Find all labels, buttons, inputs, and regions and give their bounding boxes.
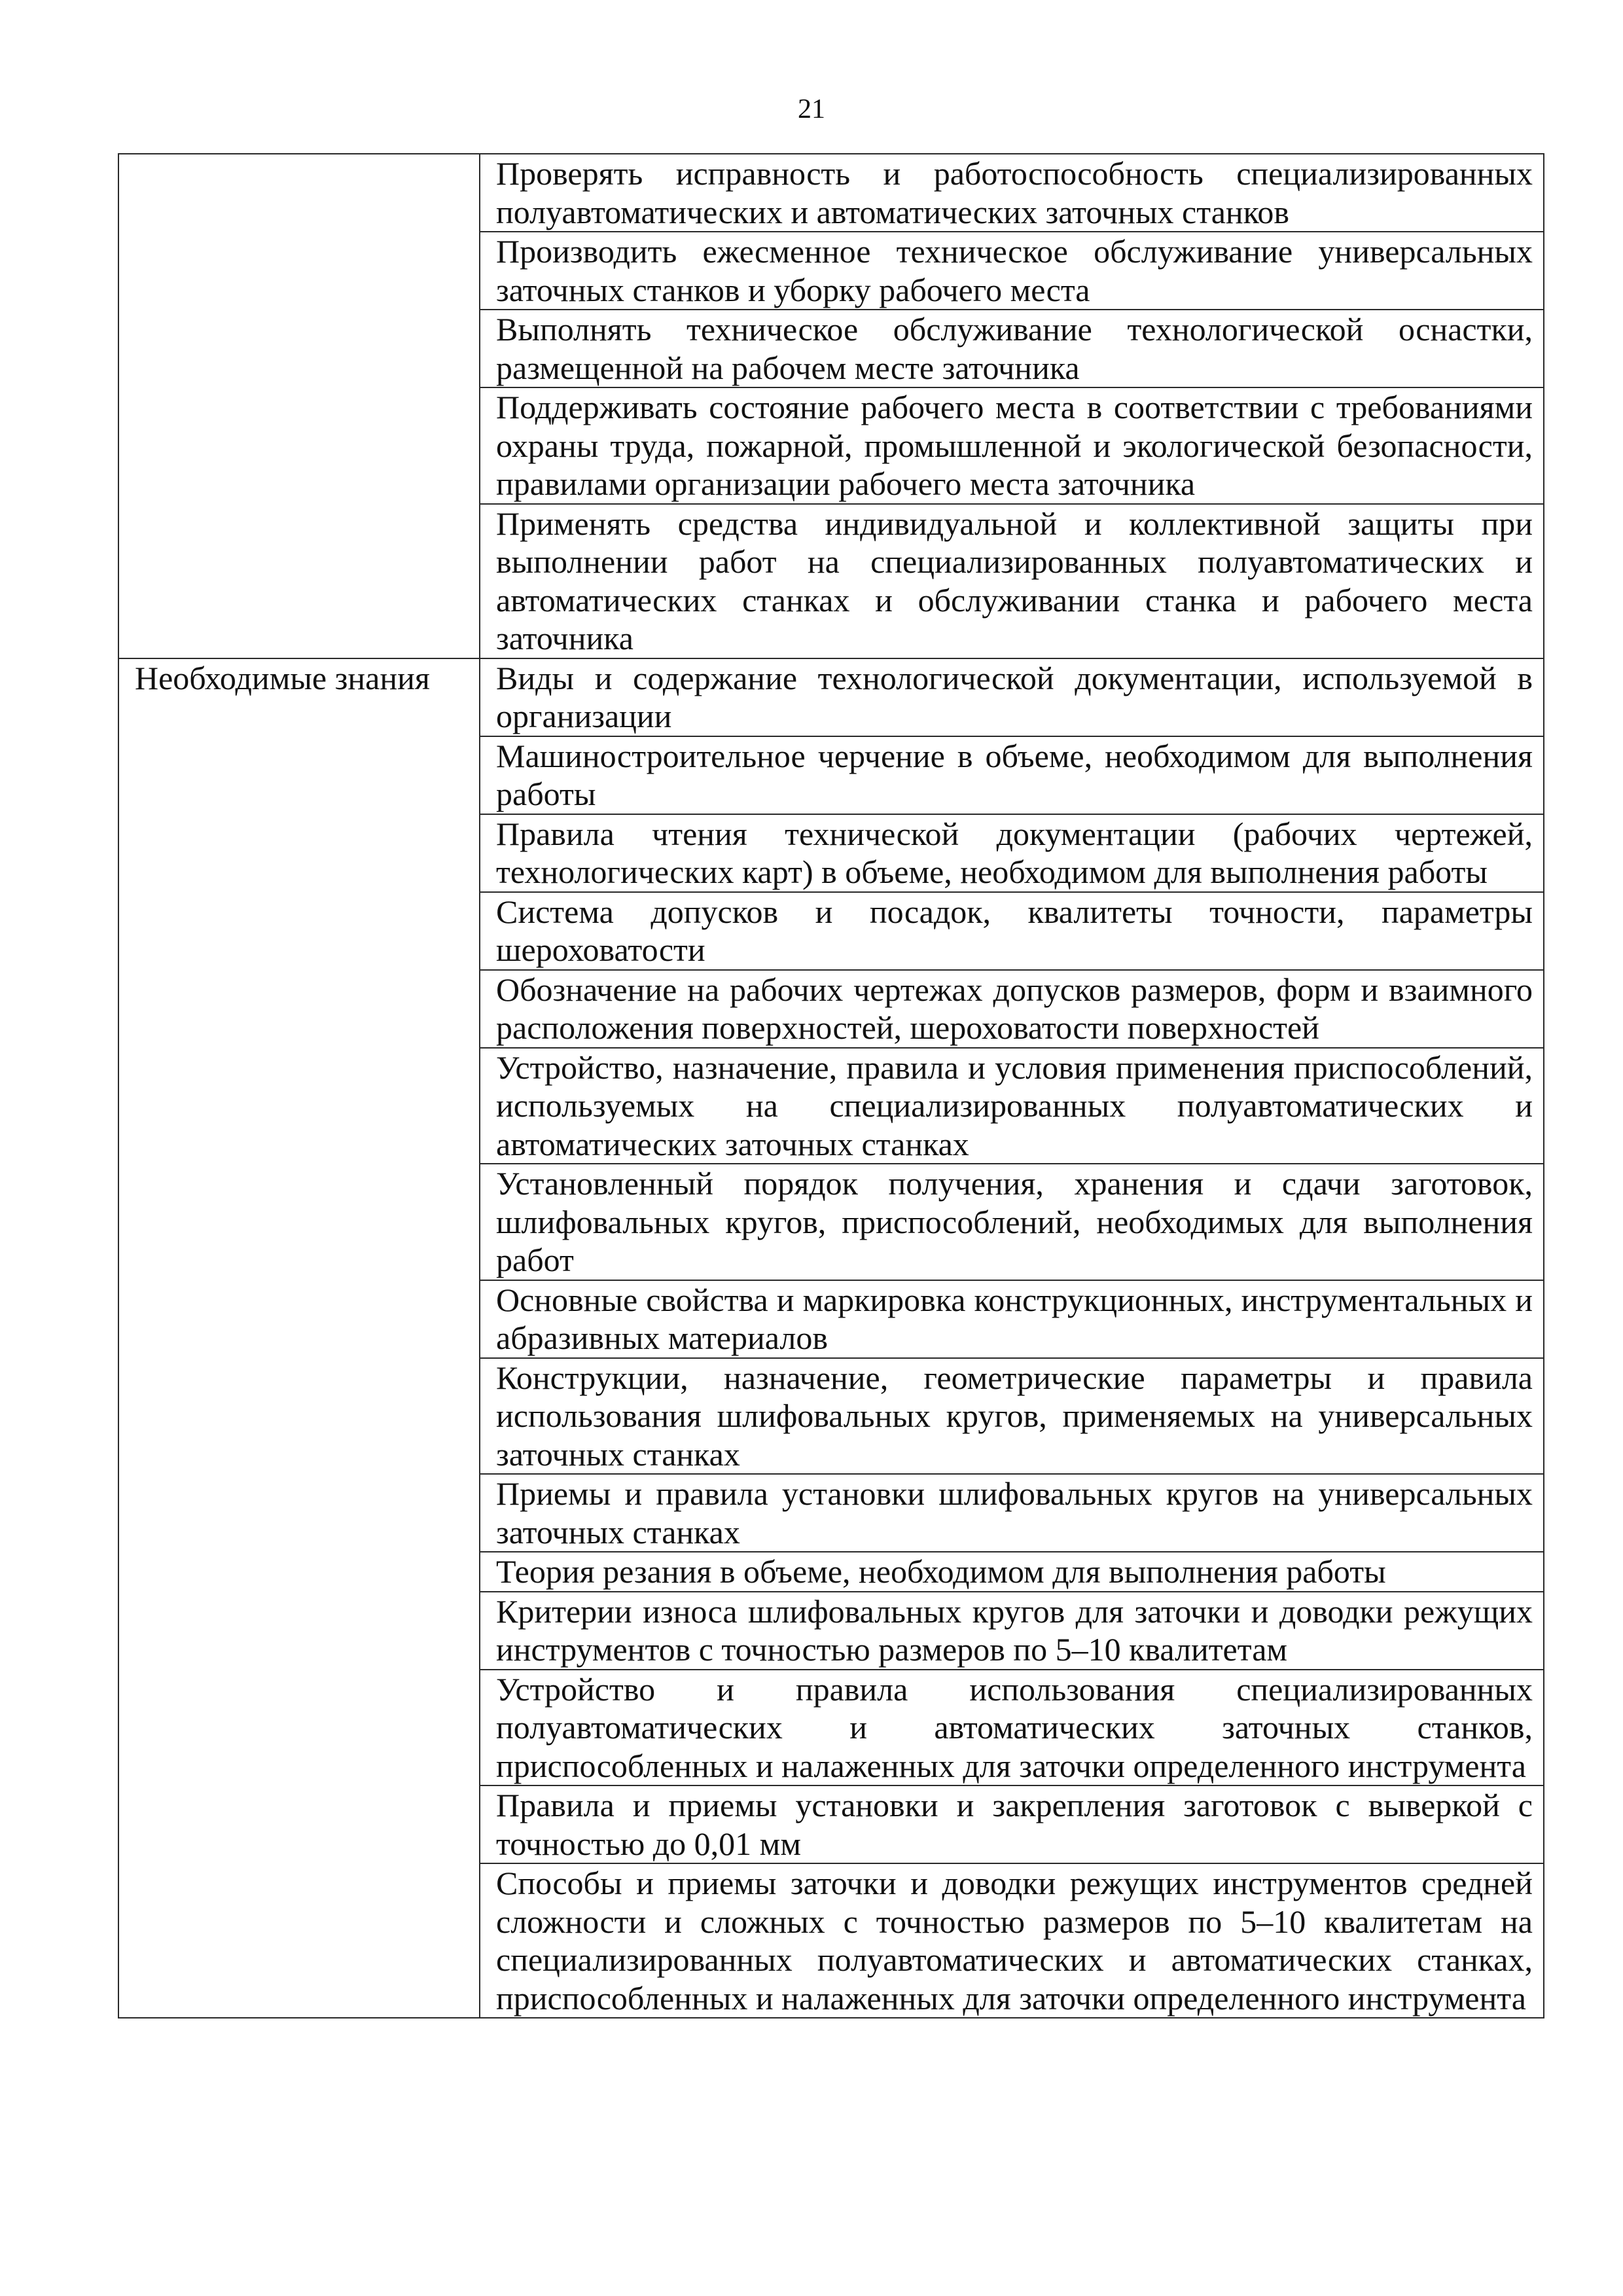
skill-cell — [480, 387, 1544, 504]
skill-item: Применять средства индивидуальной и коллективной защиты при выполнении работ на специализированных полуавтоматических и автоматических станках и обслуживании станка и рабочего места заточника — [496, 505, 1533, 656]
knowledge-item: Правила и приемы установки и закрепления заготовок с выверкой с точностью до 0,01 мм — [496, 1787, 1533, 1862]
knowledge-item: Машиностроительное черчение в объеме, необходимом для выполнения работы — [496, 737, 1533, 812]
knowledge-item: Обозначение на рабочих чертежах допусков размеров, форм и взаимного расположения поверхностей, шероховатости поверхностей — [496, 971, 1533, 1046]
knowledge-cell — [480, 1474, 1544, 1552]
knowledge-cell — [480, 1592, 1544, 1670]
knowledge-cell — [480, 1280, 1544, 1358]
knowledge-cell — [480, 970, 1544, 1048]
knowledge-item: Критерии износа шлифовальных кругов для заточки и доводки режущих инструментов с точностью размеров по 5–10 квалитетам — [496, 1592, 1533, 1668]
knowledge-cell — [480, 1164, 1544, 1280]
knowledge-cell — [480, 1358, 1544, 1475]
knowledge-item: Теория резания в объеме, необходимом для выполнения работы — [496, 1553, 1386, 1590]
skill-item: Проверять исправность и работоспособность специализированных полуавтоматических и автоматических заточных станков — [496, 155, 1533, 230]
skill-cell — [480, 504, 1544, 658]
page-number: 21 — [798, 94, 825, 124]
table-row — [118, 658, 1544, 736]
knowledge-cell — [480, 736, 1544, 814]
skill-item: Выполнять техническое обслуживание технологической оснастки, размещенной на рабочем месте заточника — [496, 311, 1533, 386]
requirements-table — [118, 153, 1544, 2018]
knowledge-cell — [480, 892, 1544, 970]
table-row — [118, 154, 1544, 232]
knowledge-item: Конструкции, назначение, геометрические параметры и правила использования шлифовальных кругов, применяемых на универсальных заточных станках — [496, 1359, 1533, 1473]
skill-item: Производить ежесменное техническое обслуживание универсальных заточных станков и уборку рабочего места — [496, 233, 1533, 308]
knowledge-cell — [480, 1670, 1544, 1786]
knowledge-cell — [480, 1048, 1544, 1164]
skill-item: Поддерживать состояние рабочего места в соответствии с требованиями охраны труда, пожарной, промышленной и экологической безопасности, правилами организации рабочего места заточника — [496, 389, 1533, 502]
knowledge-cell — [480, 1863, 1544, 2018]
skill-cell — [480, 232, 1544, 310]
knowledge-cell — [480, 1552, 1544, 1592]
knowledge-item: Правила чтения технической документации (рабочих чертежей, технологических карт) в объеме, необходимом для выполнения работы — [496, 815, 1533, 890]
skills-label-cell — [118, 154, 480, 658]
knowledge-item: Система допусков и посадок, квалитеты точности, параметры шероховатости — [496, 893, 1533, 968]
knowledge-item: Устройство, назначение, правила и условия применения приспособлений, используемых на специализированных полуавтоматических и автоматических заточных станках — [496, 1049, 1533, 1162]
knowledge-cell — [480, 814, 1544, 892]
knowledge-item: Основные свойства и маркировка конструкционных, инструментальных и абразивных материалов — [496, 1281, 1533, 1356]
knowledge-item: Устройство и правила использования специализированных полуавтоматических и автоматических заточных станков, приспособленных и налаженных для заточки определенного инструмента — [496, 1670, 1533, 1784]
knowledge-cell — [480, 1785, 1544, 1863]
knowledge-item: Установленный порядок получения, хранения и сдачи заготовок, шлифовальных кругов, приспособлений, необходимых для выполнения работ — [496, 1165, 1533, 1278]
skill-cell — [480, 154, 1544, 232]
knowledge-label-cell — [118, 658, 480, 2018]
skill-cell — [480, 310, 1544, 387]
knowledge-cell — [480, 658, 1544, 736]
knowledge-item: Способы и приемы заточки и доводки режущих инструментов средней сложности и сложных с точностью размеров по 5–10 квалитетам на специализированных полуавтоматических и автоматических станках, приспособленных и налаженных для заточки определенного инструмента — [496, 1865, 1533, 2017]
knowledge-item: Приемы и правила установки шлифовальных кругов на универсальных заточных станках — [496, 1475, 1533, 1551]
knowledge-label: Необходимые знания — [135, 659, 430, 696]
knowledge-item: Виды и содержание технологической документации, используемой в организации — [496, 659, 1533, 734]
